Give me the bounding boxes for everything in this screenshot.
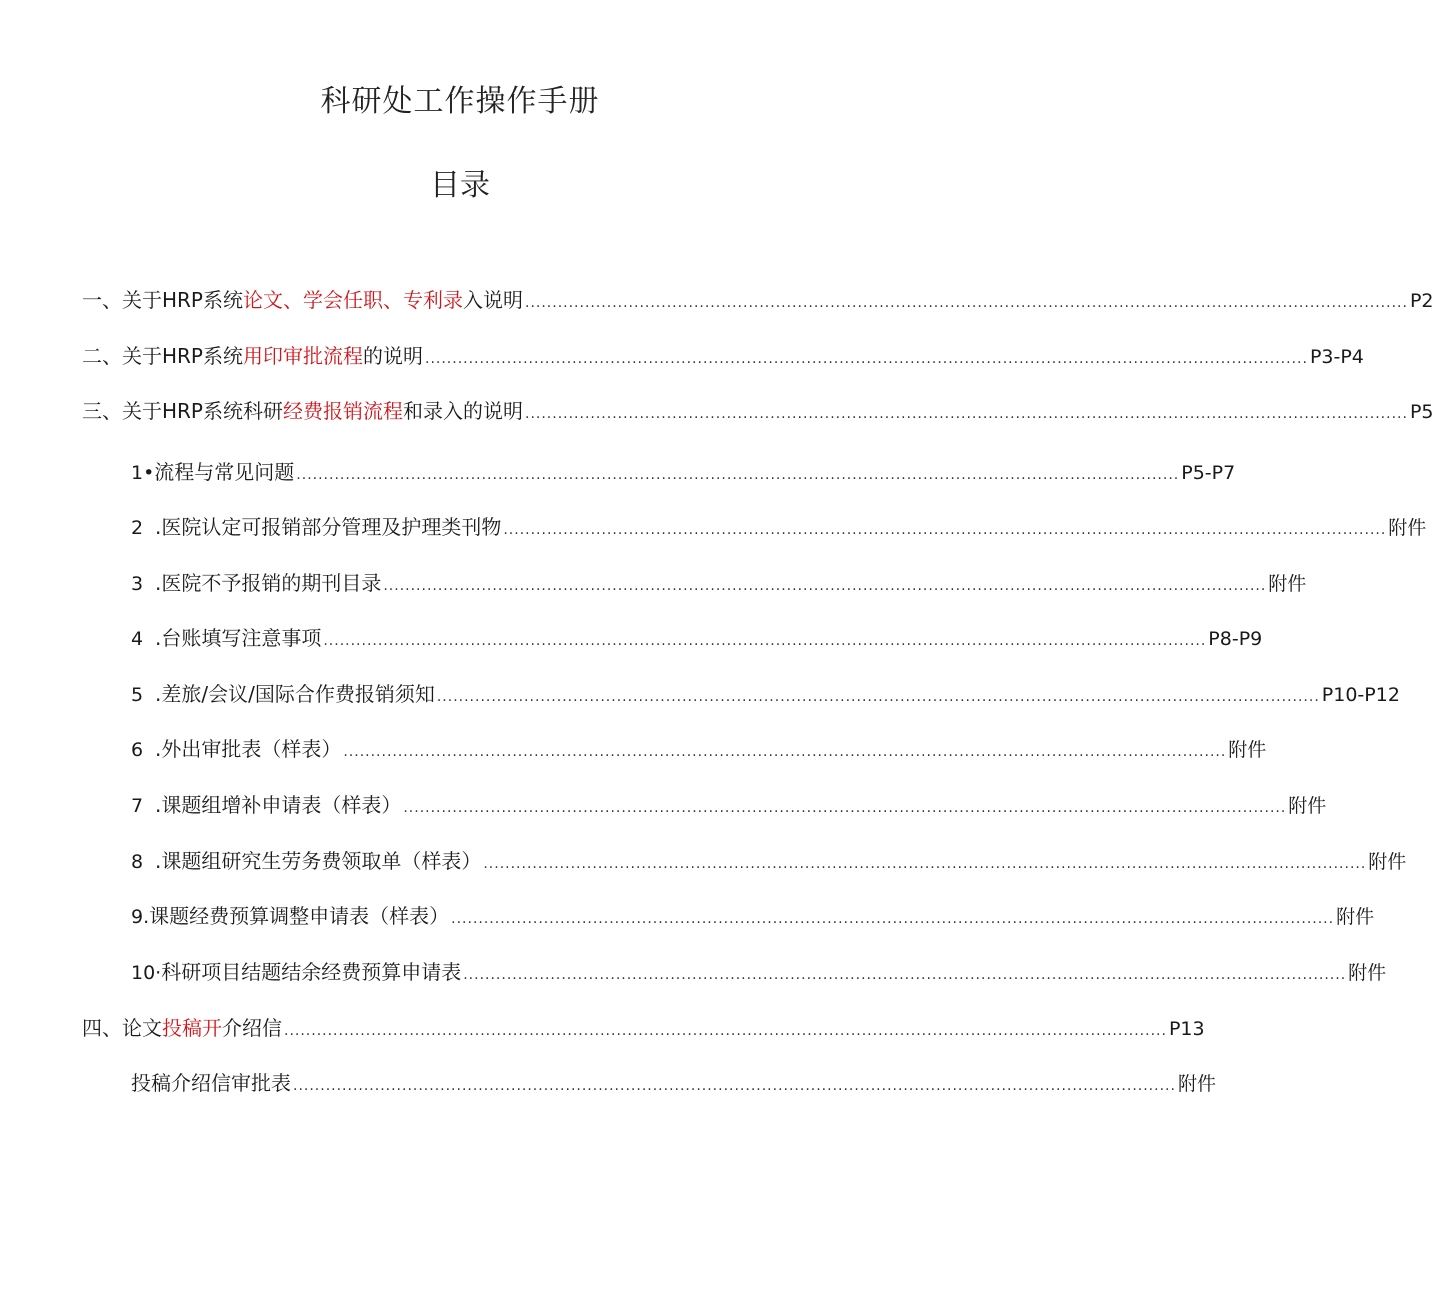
toc-entry-label: 四、论文投稿开介绍信 <box>82 1016 282 1040</box>
toc-entry-4[interactable] <box>82 1012 1205 1040</box>
dot-leader: .................................................................................................................................................................. <box>425 351 1308 367</box>
toc-entry-label: 7 .课题组增补申请表（样表） <box>131 793 402 817</box>
toc-entry-2[interactable] <box>82 340 1364 368</box>
toc-subentry-8[interactable] <box>131 845 1407 873</box>
dot-leader: .................................................................................................................................................................. <box>436 689 1320 705</box>
toc-page-number: 附件 <box>1348 962 1387 984</box>
toc-entry-3[interactable] <box>82 395 1433 423</box>
toc-page-number: 附件 <box>1288 795 1327 817</box>
dot-leader: .................................................................................................................................................................. <box>383 578 1267 594</box>
toc-page-number: 附件 <box>1368 851 1407 873</box>
toc-entry-label: 6 .外出审批表（样表） <box>131 737 342 761</box>
toc-page-number: P2 <box>1409 290 1433 312</box>
toc-page-number: P10-P12 <box>1321 684 1400 706</box>
toc-page-number: P5-P7 <box>1181 462 1236 484</box>
dot-leader: .................................................................................................................................................................. <box>343 744 1227 760</box>
toc-heading: 目录 <box>430 168 490 203</box>
toc-page-number: 附件 <box>1228 739 1267 761</box>
toc-page-number: 附件 <box>1177 1073 1216 1095</box>
toc-entry-label: 二、关于HRP系统用印审批流程的说明 <box>82 344 423 368</box>
toc-subentry-4[interactable] <box>131 622 1263 650</box>
toc-entry-label: 投稿介绍信审批表 <box>131 1071 291 1095</box>
toc-entry-label: 3 .医院不予报销的期刊目录 <box>131 571 382 595</box>
toc-entry-label: 9.课题经费预算调整申请表（样表） <box>131 904 450 928</box>
dot-leader: .................................................................................................................................................................. <box>451 911 1335 927</box>
toc-subentry-7[interactable] <box>131 789 1327 817</box>
toc-subentry-cover-letter[interactable] <box>131 1067 1216 1095</box>
dot-leader: .................................................................................................................................................................. <box>323 633 1207 649</box>
dot-leader: .................................................................................................................................................................. <box>293 1078 1176 1094</box>
dot-leader: .................................................................................................................................................................. <box>525 295 1408 311</box>
toc-page-number: 附件 <box>1388 517 1427 539</box>
toc-entry-label: 2 .医院认定可报销部分管理及护理类刊物 <box>131 515 502 539</box>
toc-entry-label: 一、关于HRP系统论文、学会任职、专利录入说明 <box>82 288 523 312</box>
toc-subentry-5[interactable] <box>131 678 1400 706</box>
dot-leader: .................................................................................................................................................................. <box>284 1023 1167 1039</box>
toc-page-number: P8-P9 <box>1208 628 1263 650</box>
toc-page-number: 附件 <box>1268 573 1307 595</box>
toc-entry-label: 1•流程与常见问题 <box>131 460 295 484</box>
dot-leader: .................................................................................................................................................................. <box>503 522 1387 538</box>
toc-entry-label: 5 .差旅/会议/国际合作费报销须知 <box>131 682 435 706</box>
toc-page-number: P5 <box>1409 401 1433 423</box>
document-title: 科研处工作操作手册 <box>320 84 600 119</box>
toc-page-number: P3-P4 <box>1309 346 1364 368</box>
dot-leader: .................................................................................................................................................................. <box>483 856 1367 872</box>
dot-leader: .................................................................................................................................................................. <box>525 406 1408 422</box>
toc-entry-label: 三、关于HRP系统科研经费报销流程和录入的说明 <box>82 399 523 423</box>
dot-leader: .................................................................................................................................................................. <box>403 800 1287 816</box>
dot-leader: .................................................................................................................................................................. <box>463 967 1347 983</box>
toc-entry-label: 8 .课题组研究生劳务费领取单（样表） <box>131 849 482 873</box>
toc-entry-label: 10·科研项目结题结余经费预算申请表 <box>131 960 462 984</box>
toc-subentry-9[interactable] <box>131 900 1375 928</box>
toc-subentry-3[interactable] <box>131 567 1307 595</box>
toc-subentry-10[interactable] <box>131 956 1387 984</box>
toc-subentry-2[interactable] <box>131 511 1427 539</box>
toc-page-number: 附件 <box>1336 906 1375 928</box>
toc-page-number: P13 <box>1168 1018 1205 1040</box>
toc-entry-label: 4 .台账填写注意事项 <box>131 626 322 650</box>
toc-subentry-1[interactable] <box>131 456 1236 484</box>
toc-entry-1[interactable] <box>82 284 1433 312</box>
toc-subentry-6[interactable] <box>131 733 1267 761</box>
dot-leader: .................................................................................................................................................................. <box>296 467 1180 483</box>
